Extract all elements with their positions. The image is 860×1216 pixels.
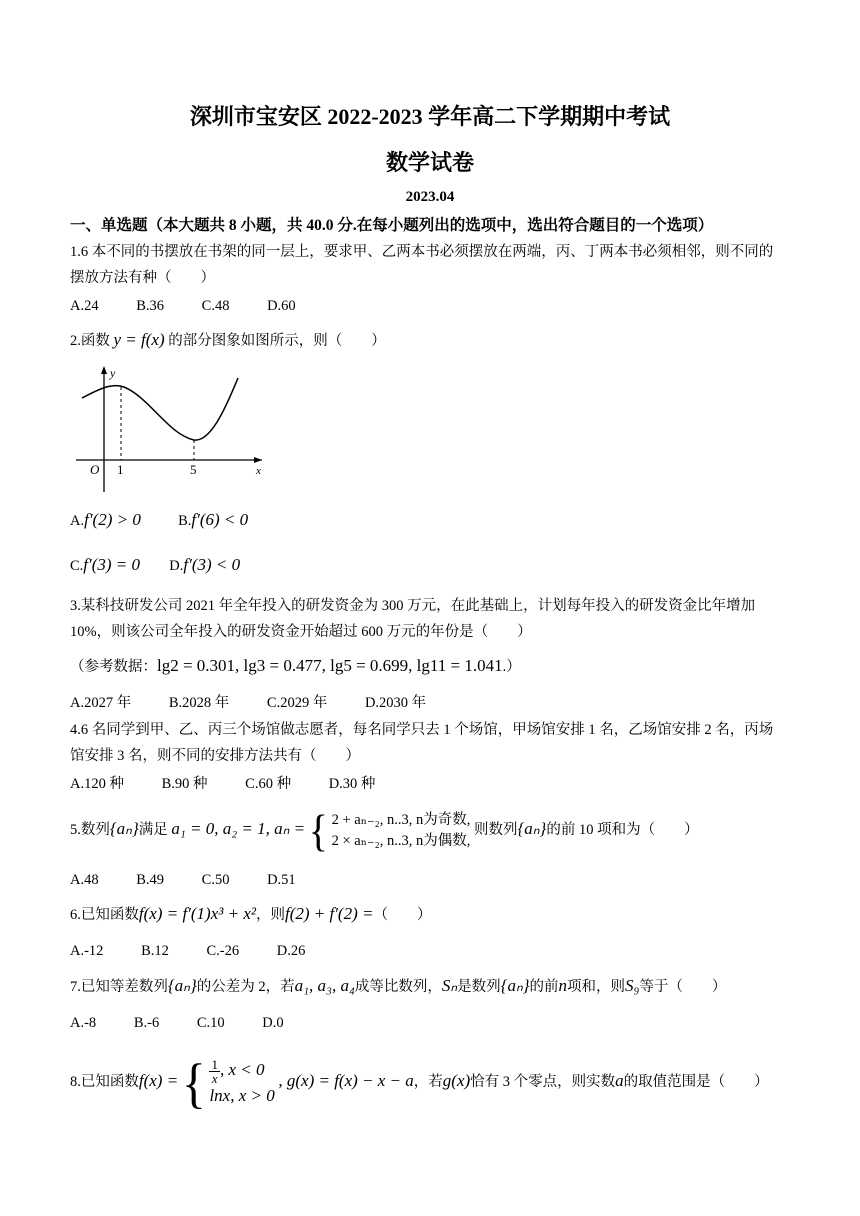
q8-t2: 恰有 3 个零点，则实数 [470, 1074, 616, 1090]
q8-case1 [209, 1058, 274, 1085]
q3-option-b[interactable]: B.2028 年 [168, 695, 230, 711]
q6-text [70, 904, 431, 925]
q2-option-b-expr: f′(6) < 0 [191, 510, 249, 529]
q8-t1: ，若 [413, 1074, 443, 1090]
q8-case2: lnx, x > 0 [209, 1086, 275, 1106]
q8-text [70, 1051, 769, 1114]
q5-seq: {aₙ} [109, 819, 139, 838]
q8-t3: 的取值范围是（ ） [623, 1074, 769, 1090]
q5-case1: 2 + aₙ₋₂, n..3, n为奇数, [331, 811, 471, 828]
q4-option-b[interactable]: B.90 种 [161, 776, 208, 792]
origin-label: O [90, 462, 100, 477]
q6-mid: ，则 [255, 907, 285, 923]
q3-option-d[interactable]: D.2030 年 [364, 695, 427, 711]
q8-brace-icon: { [181, 1051, 206, 1114]
q2-option-b[interactable] [178, 510, 249, 529]
q2-prefix: 2.函数 [70, 333, 110, 349]
q8-prefix: 8.已知函数 [70, 1074, 139, 1090]
q7-t2: 成等比数列， [354, 979, 442, 995]
q7-sn: Sₙ [441, 976, 458, 995]
q8-fraction [209, 1058, 220, 1085]
exam-date: 2023.04 [405, 189, 455, 205]
q2-option-b-label: B. [178, 513, 192, 529]
q5-cond: a₁ = 0, a₂ = 1, aₙ = [171, 819, 306, 838]
q2-option-c-expr: f′(3) = 0 [83, 555, 141, 574]
q2-expr: y = f(x) [113, 330, 165, 349]
q2-options-row2 [70, 555, 240, 576]
q7-option-b[interactable]: B.-6 [133, 1015, 160, 1031]
q7-t6: 等于（ ） [639, 979, 727, 995]
q2-option-c-label: C. [70, 558, 84, 574]
q8-fx: f(x) = [138, 1071, 179, 1090]
tick-5-label: 5 [190, 462, 197, 477]
exam-title: 深圳市宝安区 2022-2023 学年高二下学期期中考试 [189, 104, 671, 129]
q7-seq: {aₙ} [167, 976, 197, 995]
q5-case2: 2 × aₙ₋₂, n..3, n为偶数, [331, 832, 471, 849]
q4-text-line1: 4.6 名同学到甲、乙、丙三个场馆做志愿者，每名同学只去 1 个场馆，甲场馆安排 1 名，乙场馆安排 2 名，丙场 [70, 722, 774, 738]
q6-suffix: （ ） [373, 907, 432, 923]
q7-t5: 项和，则 [567, 979, 626, 995]
q2-text [70, 330, 386, 351]
q7-option-c[interactable]: C.10 [196, 1015, 225, 1031]
q5-brace-icon: { [308, 805, 328, 855]
q7-seq2: {aₙ} [500, 976, 530, 995]
q6-prefix: 6.已知函数 [70, 907, 139, 923]
q5-option-d[interactable]: D.51 [267, 872, 296, 888]
q8-frac-num: 1 [211, 1057, 218, 1073]
section-heading: 一、单选题（本大题共 8 小题，共 40.0 分.在每小题列出的选项中，选出符合题目的一个选项） [70, 217, 714, 234]
q6-expr2: f(2) + f′(2) = [284, 904, 374, 923]
q8-case1-cond: , x < 0 [219, 1060, 265, 1079]
q7-options [70, 1013, 318, 1033]
q2-option-a[interactable] [70, 510, 141, 529]
q7-option-a[interactable]: A.-8 [70, 1015, 97, 1031]
q7-n: n [558, 976, 568, 995]
function-graph [72, 362, 272, 497]
q3-ref-expr: lg2 = 0.301, lg3 = 0.477, lg5 = 0.699, lg11 = 1.041 [157, 656, 503, 675]
q1-text-line1: 1.6 本不同的书摆放在书架的同一层上，要求甲、乙两本书必须摆放在两端，丙、丁两本书必须相邻，则不同的 [70, 244, 774, 260]
q5-option-b[interactable]: B.49 [136, 872, 165, 888]
q7-s9: S₉ [625, 976, 640, 995]
q8-a: a [615, 1071, 624, 1090]
q1-option-c[interactable]: C.48 [201, 298, 230, 314]
q5-suffix-seq: {aₙ} [517, 819, 547, 838]
q7-prefix: 7.已知等差数列 [70, 979, 168, 995]
q3-text-line1: 3.某科技研发公司 2021 年全年投入的研发资金为 300 万元，在此基础上，计划每年投入的研发资金比年增加 [70, 598, 756, 614]
q1-text-line2: 摆放方法有种（ ） [70, 270, 215, 286]
q3-options [70, 693, 460, 713]
q1-option-a[interactable]: A.24 [70, 298, 99, 314]
q5-text [70, 805, 699, 855]
q5-option-c[interactable]: C.50 [201, 872, 230, 888]
q2-option-d-label: D. [169, 558, 184, 574]
function-curve [82, 378, 238, 440]
q5-mid: 满足 [138, 822, 168, 838]
q5-options [70, 870, 330, 890]
q3-ref-suffix: .） [502, 659, 521, 675]
q2-option-a-expr: f′(2) > 0 [84, 510, 141, 529]
q3-text-line2: 10%，则该公司全年投入的研发资金开始超过 600 万元的年份是（ ） [70, 624, 532, 640]
q7-t1: 的公差为 2，若 [196, 979, 295, 995]
q6-options [70, 941, 339, 961]
q3-option-a[interactable]: A.2027 年 [70, 695, 132, 711]
q6-option-a[interactable]: A.-12 [70, 943, 104, 959]
q2-option-d[interactable] [169, 555, 241, 574]
x-axis-arrow-icon [254, 457, 262, 463]
q7-text [70, 976, 726, 997]
q6-option-c[interactable]: C.-26 [206, 943, 240, 959]
y-axis-arrow-icon [101, 366, 107, 374]
q8-gx: g(x) [442, 1071, 471, 1090]
q5-suffix-b: 的前 10 项和为（ ） [546, 822, 699, 838]
q4-option-a[interactable]: A.120 种 [70, 776, 124, 792]
q2-option-d-expr: f′(3) < 0 [183, 555, 241, 574]
q1-option-d[interactable]: D.60 [267, 298, 296, 314]
q2-suffix: 的部分图象如图所示，则（ ） [168, 333, 386, 349]
q5-prefix: 5.数列 [70, 822, 110, 838]
tick-1-label: 1 [117, 462, 124, 477]
q3-ref-prefix: （参考数据： [70, 659, 157, 675]
q6-option-d[interactable]: D.26 [276, 943, 306, 959]
q2-option-c[interactable] [70, 555, 141, 574]
q8-gdef: , g(x) = f(x) − x − a [278, 1071, 414, 1090]
q2-option-a-label: A. [70, 513, 85, 529]
q1-options [70, 296, 330, 316]
q7-t3: 是数列 [457, 979, 501, 995]
q1-option-b[interactable]: B.36 [136, 298, 165, 314]
q5-cases [332, 810, 471, 852]
q3-reference [70, 656, 521, 677]
q2-options-row1 [70, 510, 248, 531]
q6-expr: f(x) = f′(1)x³ + x² [138, 904, 256, 923]
y-label: y [110, 366, 116, 380]
q6-option-b[interactable]: B.12 [141, 943, 169, 959]
q4-options [70, 774, 409, 794]
exam-subtitle: 数学试卷 [385, 150, 474, 175]
x-label: x [256, 465, 261, 477]
q8-frac-den: x [211, 1071, 218, 1087]
q4-text-line2: 馆安排 3 名，则不同的安排方法共有（ ） [70, 748, 360, 764]
q3-option-c[interactable]: C.2029 年 [266, 695, 328, 711]
q5-suffix-a: 则数列 [473, 822, 518, 838]
q7-option-d[interactable]: D.0 [262, 1015, 284, 1031]
q7-terms: a₁, a₃, a₄ [294, 976, 355, 995]
q5-option-a[interactable]: A.48 [70, 872, 99, 888]
q7-t4: 的前 [529, 979, 559, 995]
q4-option-d[interactable]: D.30 种 [328, 776, 376, 792]
q8-cases [209, 1058, 274, 1107]
q4-option-c[interactable]: C.60 种 [245, 776, 292, 792]
